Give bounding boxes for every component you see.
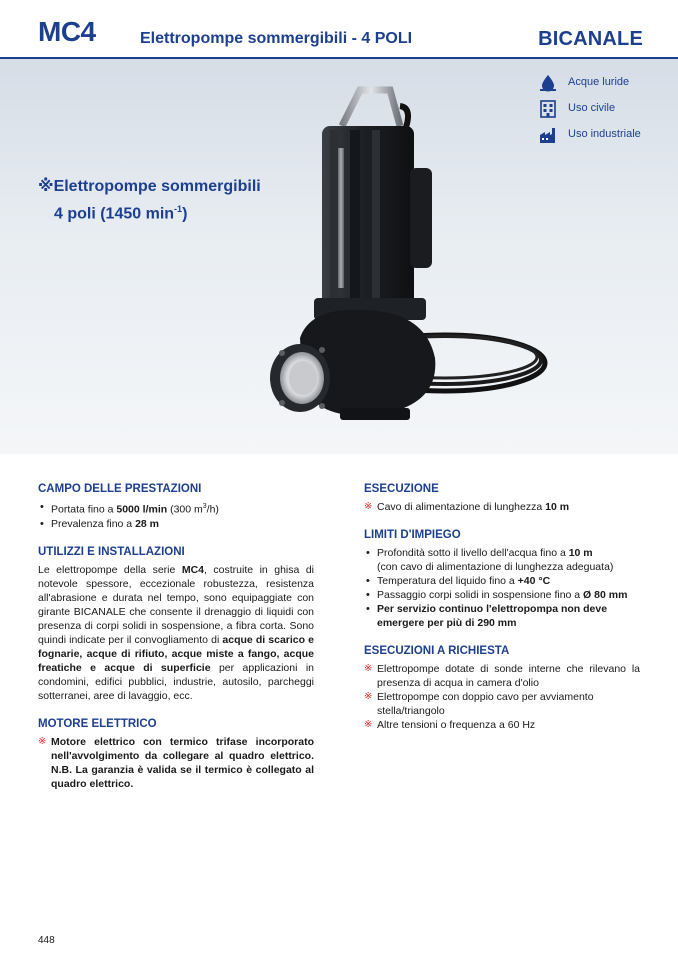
asterisk-marker: ※ xyxy=(364,691,373,702)
list-item: • Per servizio continuo l'elettropompa non deve emergere per più di 290 mm xyxy=(364,602,640,630)
application-label: Uso industriale xyxy=(568,128,641,140)
section-esecuzione xyxy=(364,482,640,514)
section-title: CAMPO DELLE PRESTAZIONI xyxy=(38,483,202,495)
section-title: ESECUZIONI A RICHIESTA xyxy=(364,645,510,657)
model-name: MC4 xyxy=(38,16,96,47)
section-title: LIMITI D'IMPIEGO xyxy=(364,529,461,541)
section-title: MOTORE ELETTRICO xyxy=(38,717,157,730)
applications-list xyxy=(538,72,668,150)
section-limiti xyxy=(364,528,640,630)
title-marker: ※ xyxy=(38,178,54,195)
list-item: • Prevalenza fino a 28 m xyxy=(38,517,314,531)
section-title: ESECUZIONE xyxy=(364,483,439,495)
list-item: ※ Cavo di alimentazione di lunghezza 10 m xyxy=(364,501,570,513)
asterisk-marker: ※ xyxy=(364,501,373,512)
section-utilizzi xyxy=(38,545,314,703)
page-header xyxy=(0,0,678,58)
category-label: BICANALE xyxy=(538,28,643,50)
section-motore xyxy=(38,717,314,791)
hero-title xyxy=(38,176,261,225)
section-text: Le elettropompe della serie MC4, costruite in ghisa di notevole spessore, eccezionale robustezza, resistenza all'abrasione e durata nel tempo, sono equipaggiate con girante BICANALE che consente il drenaggio di liquidi con presenza di corpi solidi in sospensione, a fibra corta. Sono quindi indicate per il convogliamento di acque di scarico e fognarie, acque di rifiuto, acque miste a fango, acque freatiche e acque di superficie per applicazioni in condomini, edifici pubblici, industrie, autosilo, parcheggi sotterranei, aree di lavaggio, ecc. xyxy=(38,563,315,702)
asterisk-marker: ※ xyxy=(364,663,373,674)
section-campo xyxy=(38,482,314,531)
application-item xyxy=(538,98,668,124)
pump-image xyxy=(250,78,550,450)
application-item xyxy=(538,124,668,150)
list-item: • Profondità sotto il livello dell'acqua fino a 10 m (con cavo di alimentazione di lunghezza adeguata) xyxy=(364,546,640,574)
list-item: ※ Motore elettrico con termico trifase incorporato nell'avvolgimento da collegare al quadro elettrico. N.B. La garanzia è valida se il termico è collegato al quadro elettrico. xyxy=(38,735,314,790)
list-item: • Temperatura del liquido fino a +40 °C xyxy=(364,574,640,588)
section-richiesta xyxy=(364,644,640,732)
application-item xyxy=(538,72,668,98)
header-title: Elettropompe sommergibili - 4 POLI xyxy=(140,30,413,47)
hero-title-line1: Elettropompe sommergibili xyxy=(53,178,261,195)
application-label: Acque luride xyxy=(568,76,630,88)
right-column xyxy=(364,482,640,746)
left-column xyxy=(38,482,314,805)
section-title: UTILIZZI E INSTALLAZIONI xyxy=(38,545,185,558)
list-item: • Portata fino a 5000 l/min (300 $m^3/h$) xyxy=(38,500,314,517)
hero-title-line2: 4 poli (1450 $\min^{-1}$) xyxy=(54,204,188,223)
asterisk-marker: ※ xyxy=(364,719,373,730)
list-item: ※ Altre tensioni o frequenza a 60 Hz xyxy=(364,719,536,731)
page-number: 448 xyxy=(38,935,55,946)
list-item: • Passaggio corpi solidi in sospensione fino a Ø 80 mm xyxy=(364,588,640,602)
list-item: ※ Elettropompe con doppio cavo per avviamento stella/triangolo xyxy=(364,691,594,717)
asterisk-marker: ※ xyxy=(38,735,47,747)
list-item: ※ Elettropompe dotate di sonde interne che rilevano la presenza di acqua in camera d'olio xyxy=(364,663,640,689)
application-label: Uso civile xyxy=(568,102,616,114)
